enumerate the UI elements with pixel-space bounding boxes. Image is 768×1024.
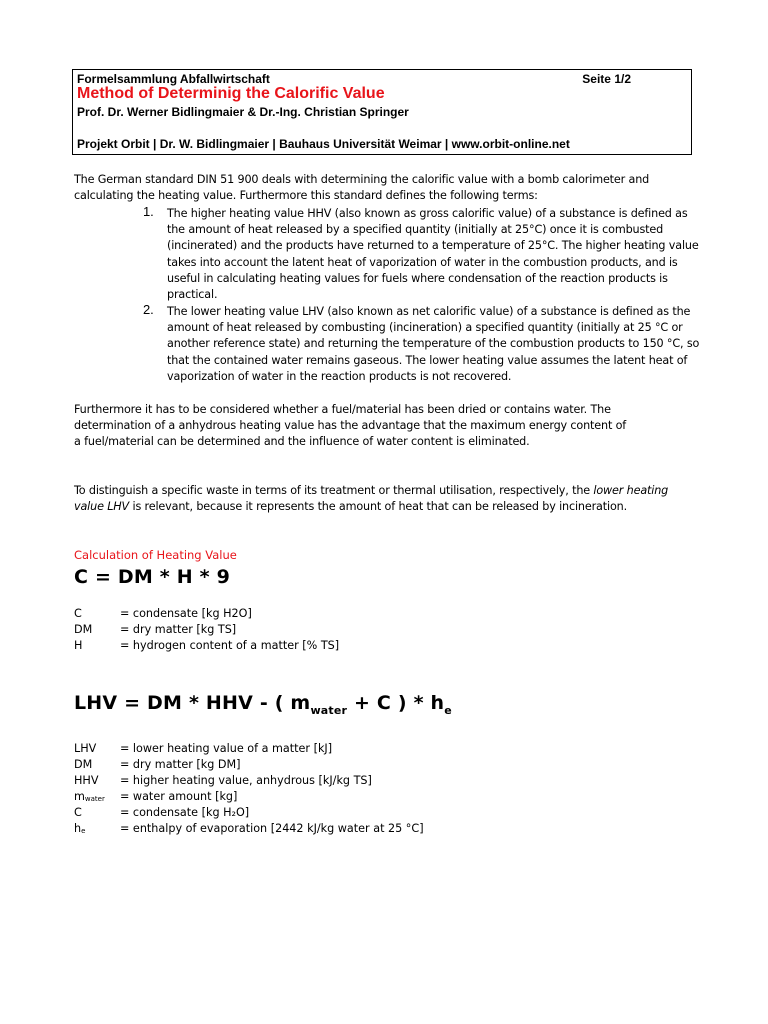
definition-text: = higher heating value, anhydrous [kJ/kg TS] bbox=[120, 774, 372, 787]
paragraph-dried: Furthermore it has to be considered whether a fuel/material has been dried or contains water. The determination of a anhydrous heating value has the advantage that the maximum energy content of a fuel/material can be determined and the influence of water content is eliminated. bbox=[74, 403, 627, 449]
document-title: Method of Determinig the Calorific Value bbox=[77, 85, 385, 102]
definition-symbol: HHV bbox=[74, 774, 99, 787]
definition-text: = condensate [kg H₂O] bbox=[120, 806, 250, 819]
formula-subscript: water bbox=[310, 703, 348, 717]
formula-part: + C ) * h bbox=[347, 692, 445, 714]
formula-subscript: e bbox=[444, 703, 452, 717]
definition-text: = enthalpy of evaporation [2442 kJ/kg water at 25 °C] bbox=[120, 822, 424, 835]
definition-symbol bbox=[74, 822, 85, 835]
definition-text: = water amount [kg] bbox=[120, 790, 238, 803]
definition-text: = lower heating value of a matter [kJ] bbox=[120, 742, 333, 755]
symbol-base: h bbox=[74, 822, 82, 835]
intro-paragraph: The German standard DIN 51 900 deals with determining the calorific value with a bomb calorimeter and calculating the heating value. Furthermore this standard defines the following terms: bbox=[74, 173, 650, 203]
definition-symbol: C bbox=[74, 607, 82, 620]
definition-symbol bbox=[74, 790, 105, 803]
symbol-base: m bbox=[74, 790, 85, 803]
list-text: The higher heating value HHV (also known as gross calorific value) of a substance is defined as the amount of heat released by a specified quantity (initially at 25°C) once it is combusted (incinerated) and the products have returned to a temperature of 25°C. The higher heating value takes into account the latent heat of vaporization of water in the combustion products, and is useful in calculating heating values for fuels where condensation of the reaction products is practical. bbox=[167, 207, 699, 302]
definition-text: = hydrogen content of a matter [% TS] bbox=[120, 639, 340, 652]
formula-condensate: C = DM * H * 9 bbox=[74, 566, 231, 588]
definition-text: = dry matter [kg DM] bbox=[120, 758, 241, 771]
project-line: Projekt Orbit | Dr. W. Bidlingmaier | Bauhaus Universität Weimar | www.orbit-online.net bbox=[77, 137, 570, 151]
list-text: The lower heating value LHV (also known as net calorific value) of a substance is defined as the amount of heat released by combusting (incineration) a specified quantity (initially at 25 °C or another reference state) and returning the temperature of the combustion products to 150 °C, so that the contained water remains gaseous. The lower heating value assumes the latent heat of vaporization of water in the reaction products is not recovered. bbox=[167, 305, 700, 383]
symbol-subscript: water bbox=[84, 795, 105, 803]
list-number: 1. bbox=[143, 204, 154, 219]
formula-part: LHV = DM * HHV - ( m bbox=[74, 692, 311, 714]
calculation-heading: Calculation of Heating Value bbox=[74, 548, 237, 562]
definition-symbol: DM bbox=[74, 623, 93, 636]
collection-title: Formelsammlung Abfallwirtschaft bbox=[77, 72, 270, 86]
header-box bbox=[72, 69, 692, 155]
page-number: Seite 1/2 bbox=[582, 72, 631, 86]
authors: Prof. Dr. Werner Bidlingmaier & Dr.-Ing. Christian Springer bbox=[77, 105, 409, 119]
definition-text: = dry matter [kg TS] bbox=[120, 623, 237, 636]
formula-lhv bbox=[74, 692, 452, 717]
definition-symbol: C bbox=[74, 806, 82, 819]
list-number: 2. bbox=[143, 302, 154, 317]
paragraph-emphasis: lower heating value LHV bbox=[74, 484, 669, 514]
paragraph-distinguish bbox=[74, 483, 694, 515]
symbol-subscript: e bbox=[81, 827, 86, 835]
paragraph-text: is relevant, because it represents the amount of heat that can be released by incineration. bbox=[129, 500, 627, 514]
paragraph-text: To distinguish a specific waste in terms of its treatment or thermal utilisation, respectively, the bbox=[74, 484, 594, 497]
definition-symbol: DM bbox=[74, 758, 93, 771]
definition-symbol: H bbox=[74, 639, 83, 652]
definition-text: = condensate [kg H2O] bbox=[120, 607, 252, 620]
definition-symbol: LHV bbox=[74, 742, 97, 755]
